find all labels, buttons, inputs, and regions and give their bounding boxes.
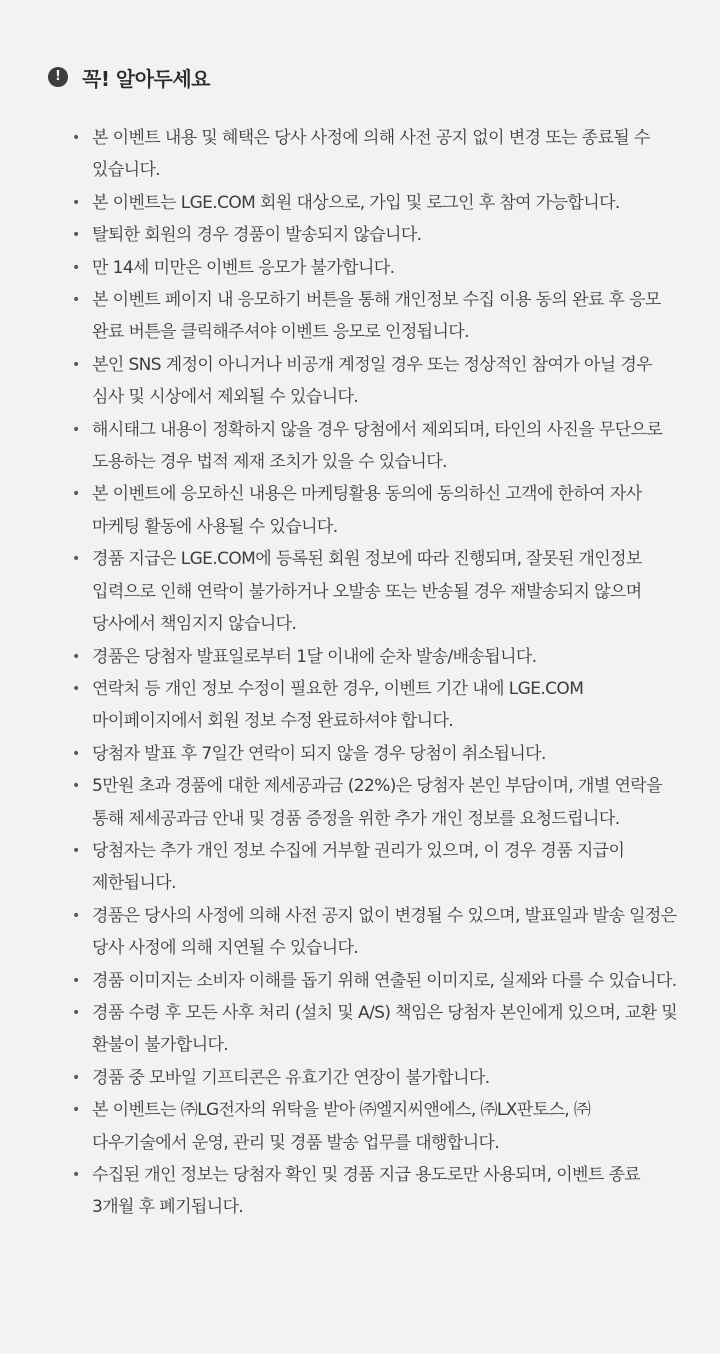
notice-item [48,543,680,640]
bullet-icon: • [72,356,80,373]
bullet-icon: • [72,648,80,665]
alert-icon: ! [48,67,68,87]
notice-item [48,478,680,543]
notice-item [48,1159,680,1224]
notice-item [48,738,680,770]
notice-item-text: 경품은 당사의 사정에 의해 사전 공지 없이 변경될 수 있으며, 발표일과 발송 일정은 당사 사정에 의해 지연될 수 있습니다. [92,905,677,959]
bullet-icon: • [72,421,80,438]
bullet-icon: • [72,1102,80,1119]
notice-item-text: 본 이벤트 내용 및 혜택은 당사 사정에 의해 사전 공지 없이 변경 또는 종료될 수 있습니다. [92,128,650,181]
notice-item [48,349,680,414]
notice-item-text: 본 이벤트는 LGE.COM 회원 대상으로, 가입 및 로그인 후 참여 가능합니다. [92,192,620,213]
notice-item-text: 본 이벤트에 응모하신 내용은 마케팅활용 동의에 동의하신 고객에 한하여 자사 마케팅 활동에 사용될 수 있습니다. [92,484,642,537]
bullet-icon: • [72,745,80,762]
bullet-icon: • [72,680,80,697]
notice-item [48,219,680,251]
notice-item-text: 탈퇴한 회원의 경우 경품이 발송되지 않습니다. [92,225,422,246]
bullet-icon: • [72,551,80,568]
bullet-icon: • [72,1069,80,1086]
notice-item-text: 경품 중 모바일 기프티콘은 유효기간 연장이 불가합니다. [92,1067,490,1088]
notice-item [48,187,680,219]
notice-item-text: 연락처 등 개인 정보 수정이 필요한 경우, 이벤트 기간 내에 LGE.COM 마이페이지에서 회원 정보 수정 완료하셔야 합니다. [92,678,584,732]
notice-item [48,965,680,997]
notice-item [48,414,680,479]
notice-list [48,122,680,1224]
notice-item-text: 만 14세 미만은 이벤트 응모가 불가합니다. [92,257,395,278]
notice-item-text: 경품 이미지는 소비자 이해를 돕기 위해 연출된 이미지로, 실제와 다를 수 있습니다. [92,970,677,991]
bullet-icon: • [72,778,80,795]
notice-item [48,835,680,900]
notice-item [48,1062,680,1094]
bullet-icon: • [72,486,80,503]
notice-item [48,641,680,673]
bullet-icon: • [72,194,80,211]
bullet-icon: • [72,1004,80,1021]
bullet-icon: • [72,259,80,276]
bullet-icon: • [72,972,80,989]
bullet-icon: • [72,842,80,859]
bullet-icon: • [72,227,80,244]
notice-item [48,770,680,835]
notice-item-text: 경품 지급은 LGE.COM에 등록된 회원 정보에 따라 진행되며, 잘못된 개인정보 입력으로 인해 연락이 불가하거나 오발송 또는 반송될 경우 재발송되지 않으며 당사에서 책임지지 않습니다. [92,549,642,635]
notice-item [48,1094,680,1159]
notice-item [48,122,680,187]
notice-item-text: 당첨자 발표 후 7일간 연락이 되지 않을 경우 당첨이 취소됩니다. [92,743,546,764]
notice-header [48,60,680,94]
notice-item-text: 당첨자는 추가 개인 정보 수집에 거부할 권리가 있으며, 이 경우 경품 지급이 제한됩니다. [92,840,625,894]
notice-item [48,284,680,349]
notice-item [48,673,680,738]
notice-item [48,997,680,1062]
notice-title: 꼭! 알아두세요 [82,66,211,91]
notice-item [48,900,680,965]
bullet-icon: • [72,130,80,146]
notice-item [48,252,680,284]
notice-item-text: 수집된 개인 정보는 당첨자 확인 및 경품 지급 용도로만 사용되며, 이벤트 종료 3개월 후 폐기됩니다. [92,1165,641,1218]
notice-item-text: 경품 수령 후 모든 사후 처리 (설치 및 A/S) 책임은 당첨자 본인에게 있으며, 교환 및 환불이 불가합니다. [92,1002,678,1056]
notice-item-text: 해시태그 내용이 정확하지 않을 경우 당첨에서 제외되며, 타인의 사진을 무단으로 도용하는 경우 법적 제재 조치가 있을 수 있습니다. [92,419,663,473]
notice-item-text: 본 이벤트는 ㈜LG전자의 위탁을 받아 ㈜엘지씨앤에스, ㈜LX판토스, ㈜다우기술에서 운영, 관리 및 경품 발송 업무를 대행합니다. [92,1100,591,1153]
notice-item-text: 본인 SNS 계정이 아니거나 비공개 계정일 경우 또는 정상적인 참여가 아닐 경우 심사 및 시상에서 제외될 수 있습니다. [92,354,653,408]
bullet-icon: • [72,292,80,309]
notice-item-text: 경품은 당첨자 발표일로부터 1달 이내에 순차 발송/배송됩니다. [92,646,537,667]
bullet-icon: • [72,1167,80,1183]
notice-item-text: 5만원 초과 경품에 대한 제세공과금 (22%)은 당첨자 본인 부담이며, 개별 연락을 통해 제세공과금 안내 및 경품 증정을 위한 추가 개인 정보를 요청드립니다. [92,776,662,829]
notice-item-text: 본 이벤트 페이지 내 응모하기 버튼을 통해 개인정보 수집 이용 동의 완료 후 응모 완료 버튼을 클릭해주셔야 이벤트 응모로 인정됩니다. [92,290,661,343]
bullet-icon: • [72,907,80,924]
